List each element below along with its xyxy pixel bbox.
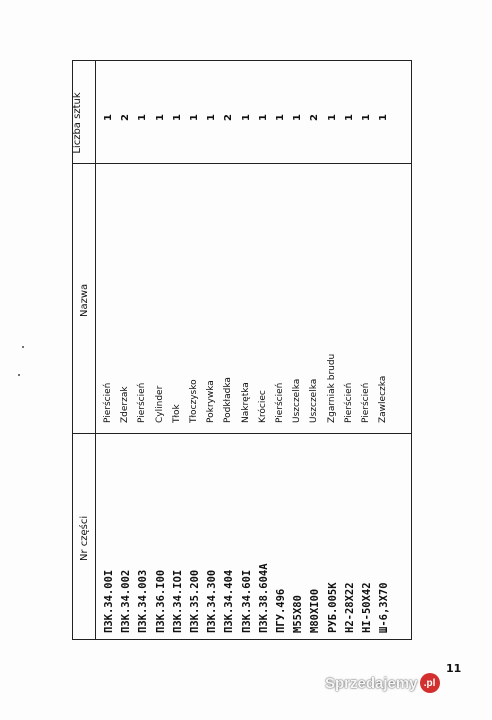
name-column-divider [73,433,411,434]
part-name: Zgarniak brudu [326,353,337,423]
part-code: M55X80 [292,595,305,633]
part-qty: 1 [189,114,200,121]
part-code: HI-50X42 [361,582,373,633]
part-code: ПЗК.34.IOI [171,569,184,633]
part-code: H2-28X22 [343,582,356,633]
part-name: Pokrywka [206,380,217,423]
part-code: ПЗК.36.I00 [154,569,167,633]
part-code: ПЗК.34.003 [137,569,150,633]
page-number: 11 [446,662,462,675]
part-code: ПЗК.35.200 [189,569,201,633]
part-code: ПЗК.38.604A [257,563,270,633]
part-code: РУБ.005К [326,582,339,633]
part-code: M80XI00 [309,588,322,633]
part-qty: 1 [292,114,304,121]
part-qty: 1 [275,114,286,121]
part-name: Pierścień [361,382,371,423]
part-code: ПЗК.34.404 [223,569,236,633]
watermark-text: Sprzedajemy [325,674,418,692]
part-qty: 1 [154,114,166,121]
part-code: ПЗК.34.00I [103,569,115,633]
part-qty: 1 [361,114,372,121]
part-name: Pierścień [343,382,354,423]
part-name: Pierścień [137,382,148,423]
part-qty: 1 [103,114,114,121]
part-qty: 1 [171,114,183,121]
part-name: Tłok [171,404,182,423]
part-qty: 1 [326,114,338,121]
part-name: Cylinder [154,385,165,423]
part-qty: 1 [240,114,252,121]
part-name: Pierścień [103,382,113,423]
part-code: ПЗК.34.60I [240,569,253,633]
part-name: Pierścień [275,382,285,423]
speck [22,346,24,348]
header-qty: Liczba sztuk [72,92,83,154]
part-code: Ш-6,3X70 [378,582,391,633]
part-qty: 1 [206,114,218,121]
part-qty: 1 [378,114,390,121]
part-qty: 1 [257,114,269,121]
part-name: Króciec [257,390,268,423]
part-name: Uszczelka [309,378,320,423]
header-divider [95,61,96,639]
part-qty: 2 [223,114,235,121]
header-name: Nazwa [79,283,90,317]
parts-table [72,60,412,640]
part-code: ПГУ.496 [275,588,287,633]
part-name: Nakrętka [240,382,251,423]
part-qty: 2 [120,114,132,121]
part-code: ПЗК.34.300 [206,569,219,633]
part-code: ПЗК.34.002 [120,569,133,633]
speck [18,374,20,376]
header-part-no: Nr części [79,515,90,561]
part-name: Uszczelka [292,378,303,423]
part-qty: 1 [137,114,149,121]
part-name: Zderzak [120,386,131,423]
part-name: Tłoczysko [189,379,199,423]
part-qty: 2 [309,114,321,121]
watermark-badge: .pl [420,673,440,693]
part-qty: 1 [343,114,355,121]
qty-column-divider [73,163,411,164]
part-name: Zawleczka [378,375,389,423]
part-name: Podkładka [223,377,234,423]
site-watermark [325,668,485,698]
